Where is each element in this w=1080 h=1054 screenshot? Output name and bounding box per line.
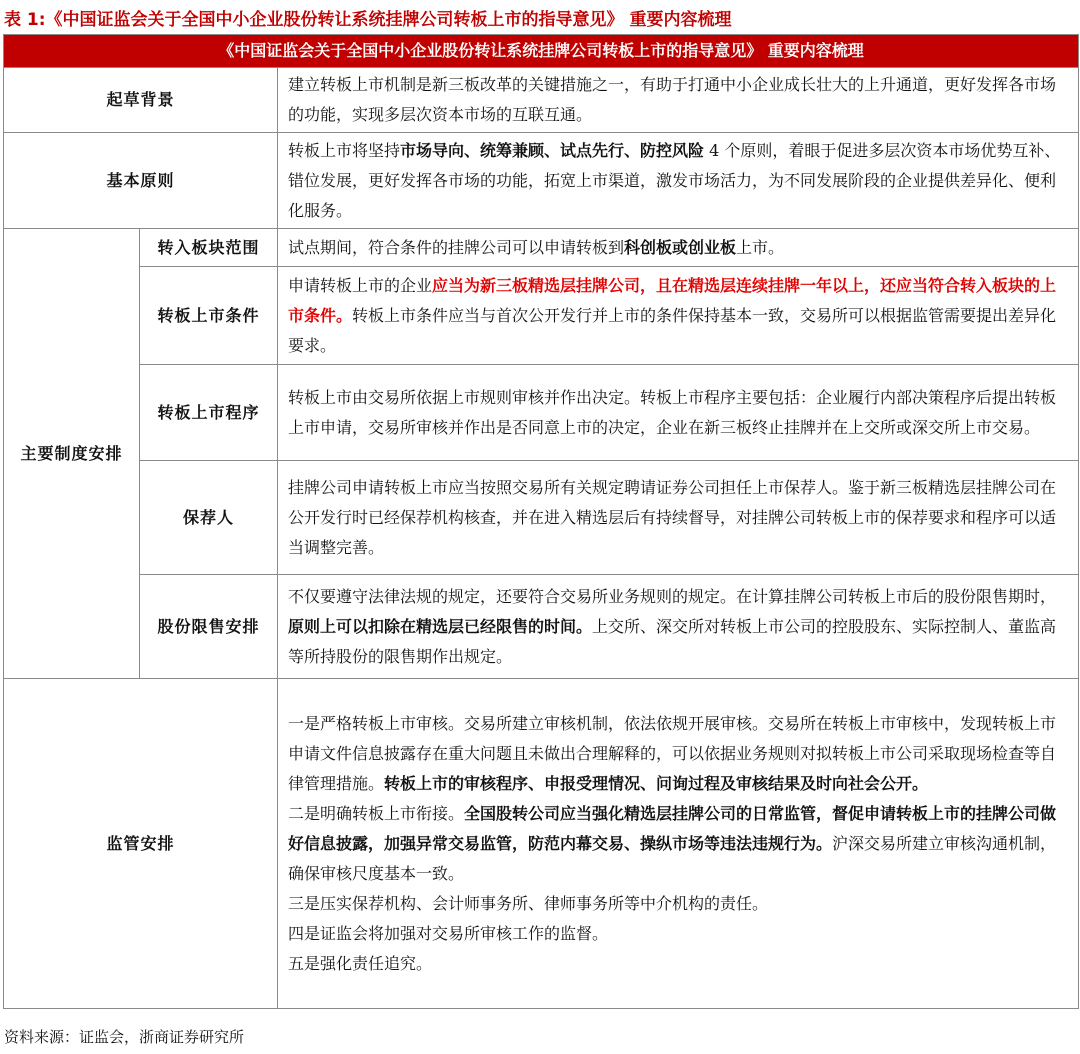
label-conditions: 转板上市条件 bbox=[140, 267, 278, 365]
label-sponsor: 保荐人 bbox=[140, 461, 278, 575]
supervision-item-1 bbox=[288, 709, 1070, 799]
supervision-item-4: 四是证监会将加强对交易所审核工作的监督。 bbox=[288, 923, 609, 943]
sponsor-text: 挂牌公司申请转板上市应当按照交易所有关规定聘请证券公司担任上市保荐人。鉴于新三板精选层挂牌公司在公开发行时已经保荐机构核查，并在进入精选层后有持续督导，对挂牌公司转板上市的保荐要求和程序可以适当调整完善。 bbox=[288, 477, 1057, 557]
conditions-text-2: 转板上市条件应当与首次公开发行并上市的条件保持基本一致，交易所可以根据监管需要提出差异化要求。 bbox=[288, 305, 1057, 355]
label-supervision: 监管安排 bbox=[4, 679, 278, 1009]
scope-text-1: 试点期间，符合条件的挂牌公司可以申请转板到 bbox=[288, 237, 625, 257]
supervision-item-2 bbox=[288, 799, 1070, 889]
scope-bold: 科创板或创业板 bbox=[624, 237, 737, 257]
supervision-item-2-bold: 全国股转公司应当强化精选层挂牌公司的日常监管，督促申请转板上市的挂牌公司做好信息披露，加强异常交易监管，防范内幕交易、操纵市场等违法违规行为。 bbox=[288, 803, 1057, 853]
label-background: 起草背景 bbox=[4, 68, 278, 133]
label-principles: 基本原则 bbox=[4, 133, 278, 229]
conditions-text-1: 申请转板上市的企业 bbox=[288, 275, 433, 295]
supervision-item-5: 五是强化责任追究。 bbox=[288, 953, 433, 973]
table-header: 《中国证监会关于全国中小企业股份转让系统挂牌公司转板上市的指导意见》 重要内容梳理 bbox=[4, 35, 1079, 68]
supervision-item-2-text: 二是明确转板上市衔接。 bbox=[288, 803, 465, 823]
principles-text-2: 4 个原则，着眼于促进多层次资本市场优势互补、错位发展，更好发挥各市场的功能，拓宽上市渠道，激发市场活力，为不同发展阶段的企业提供差异化、便利化服务。 bbox=[288, 140, 1061, 220]
supervision-item-1-text: 一是严格转板上市审核。交易所建立审核机制，依法依规开展审核。交易所在转板上市审核中，发现转板上市申请文件信息披露存在重大问题且未做出合理解释的，可以依据业务规则对拟转板上市公司采取现场检查等自律管理措施。 bbox=[288, 713, 1057, 793]
lockup-text-1: 不仅要遵守法律法规的规定，还要符合交易所业务规则的规定。在计算挂牌公司转板上市后的股份限售期时， bbox=[288, 586, 1057, 606]
text-principles bbox=[278, 133, 1079, 229]
lockup-bold: 原则上可以扣除在精选层已经限售的时间。 bbox=[288, 616, 593, 636]
label-scope: 转入板块范围 bbox=[140, 229, 278, 267]
guidance-table bbox=[3, 34, 1079, 1009]
supervision-item-1-bold: 转板上市的审核程序、申报受理情况、问询过程及审核结果及时向社会公开。 bbox=[384, 773, 929, 793]
text-sponsor bbox=[278, 461, 1079, 575]
label-lockup: 股份限售安排 bbox=[140, 575, 278, 679]
background-text: 建立转板上市机制是新三板改革的关键措施之一，有助于打通中小企业成长壮大的上升通道，更好发挥各市场的功能，实现多层次资本市场的互联互通。 bbox=[288, 75, 1057, 124]
conditions-red: 应当为新三板精选层挂牌公司，且在精选层连续挂牌一年以上，还应当符合转入板块的上市条件。 bbox=[288, 275, 1057, 325]
label-procedure: 转板上市程序 bbox=[140, 365, 278, 461]
table-caption: 表 1:《中国证监会关于全国中小企业股份转让系统挂牌公司转板上市的指导意见》 重要内容梳理 bbox=[4, 9, 732, 30]
principles-bold: 市场导向、统筹兼顾、试点先行、防控风险 bbox=[400, 140, 705, 160]
text-procedure bbox=[278, 365, 1079, 461]
text-lockup bbox=[278, 575, 1079, 679]
text-supervision bbox=[278, 679, 1079, 1009]
supervision-item-3: 三是压实保荐机构、会计师事务所、律师事务所等中介机构的责任。 bbox=[288, 893, 769, 913]
principles-text-1: 转板上市将坚持 bbox=[288, 140, 401, 160]
supervision-item-2-text-2: 沪深交易所建立审核沟通机制，确保审核尺度基本一致。 bbox=[288, 833, 1057, 883]
lockup-text-2: 上交所、深交所对转板上市公司的控股股东、实际控制人、董监高等所持股份的限售期作出规定。 bbox=[288, 616, 1057, 666]
text-conditions bbox=[278, 267, 1079, 365]
label-main-arrangements: 主要制度安排 bbox=[4, 229, 140, 679]
scope-text-2: 上市。 bbox=[736, 237, 785, 257]
procedure-text: 转板上市由交易所依据上市规则审核并作出决定。转板上市程序主要包括：企业履行内部决策程序后提出转板上市申请，交易所审核并作出是否同意上市的决定，企业在新三板终止挂牌并在上交所或深交所上市交易。 bbox=[288, 387, 1057, 437]
text-scope bbox=[278, 229, 1079, 267]
text-background bbox=[278, 68, 1079, 133]
source-note: 资料来源：证监会，浙商证券研究所 bbox=[4, 1028, 245, 1046]
